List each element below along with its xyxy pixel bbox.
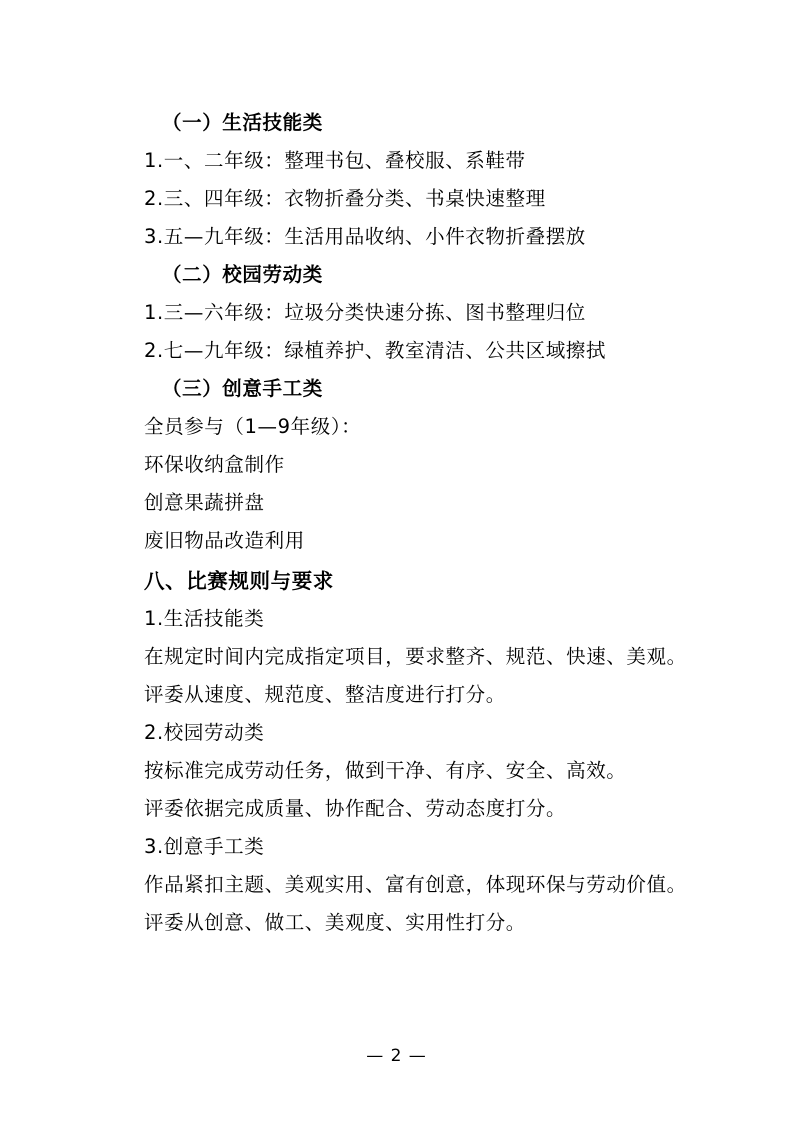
paragraph-life-skills-grade-5-9: 3.五—九年级：生活用品收纳、小件衣物折叠摆放 <box>144 225 586 248</box>
paragraph-rule-1-judging: 评委从速度、规范度、整洁度进行打分。 <box>144 683 506 706</box>
section-heading-creative-handicraft: （三）创意手工类 <box>162 377 323 400</box>
document-body <box>144 104 697 942</box>
paragraph-life-skills-grade-1-2: 1.一、二年级：整理书包、叠校服、系鞋带 <box>144 149 526 172</box>
paragraph-rule-1-detail: 在规定时间内完成指定项目，要求整齐、规范、快速、美观。 <box>144 645 687 668</box>
paragraph-eco-storage-box: 环保收纳盒制作 <box>144 453 285 476</box>
section-heading-campus-labor: （二）校园劳动类 <box>162 263 323 286</box>
paragraph-fruit-veg-platter: 创意果蔬拼盘 <box>144 491 265 514</box>
paragraph-rule-2-title: 2.校园劳动类 <box>144 721 265 744</box>
paragraph-rule-3-detail: 作品紧扣主题、美观实用、富有创意，体现环保与劳动价值。 <box>144 873 687 896</box>
page-number-footer: — 2 — <box>366 1046 427 1066</box>
paragraph-life-skills-grade-3-4: 2.三、四年级：衣物折叠分类、书桌快速整理 <box>144 187 546 210</box>
paragraph-rule-3-judging: 评委从创意、做工、美观度、实用性打分。 <box>144 911 526 934</box>
paragraph-rule-1-title: 1.生活技能类 <box>144 607 265 630</box>
paragraph-rule-3-title: 3.创意手工类 <box>144 835 265 858</box>
paragraph-rule-2-judging: 评委依据完成质量、协作配合、劳动态度打分。 <box>144 797 567 820</box>
paragraph-campus-labor-grade-3-6: 1.三—六年级：垃圾分类快速分拣、图书整理归位 <box>144 301 586 324</box>
section-heading-rules-requirements: 八、比赛规则与要求 <box>144 569 334 593</box>
section-heading-life-skills: （一）生活技能类 <box>162 111 323 134</box>
paragraph-all-participate: 全员参与（1—9年级）： <box>144 415 362 438</box>
paragraph-rule-2-detail: 按标准完成劳动任务，做到干净、有序、安全、高效。 <box>144 759 627 782</box>
paragraph-campus-labor-grade-7-9: 2.七—九年级：绿植养护、教室清洁、公共区域擦拭 <box>144 339 607 362</box>
paragraph-waste-reuse: 废旧物品改造利用 <box>144 529 305 552</box>
